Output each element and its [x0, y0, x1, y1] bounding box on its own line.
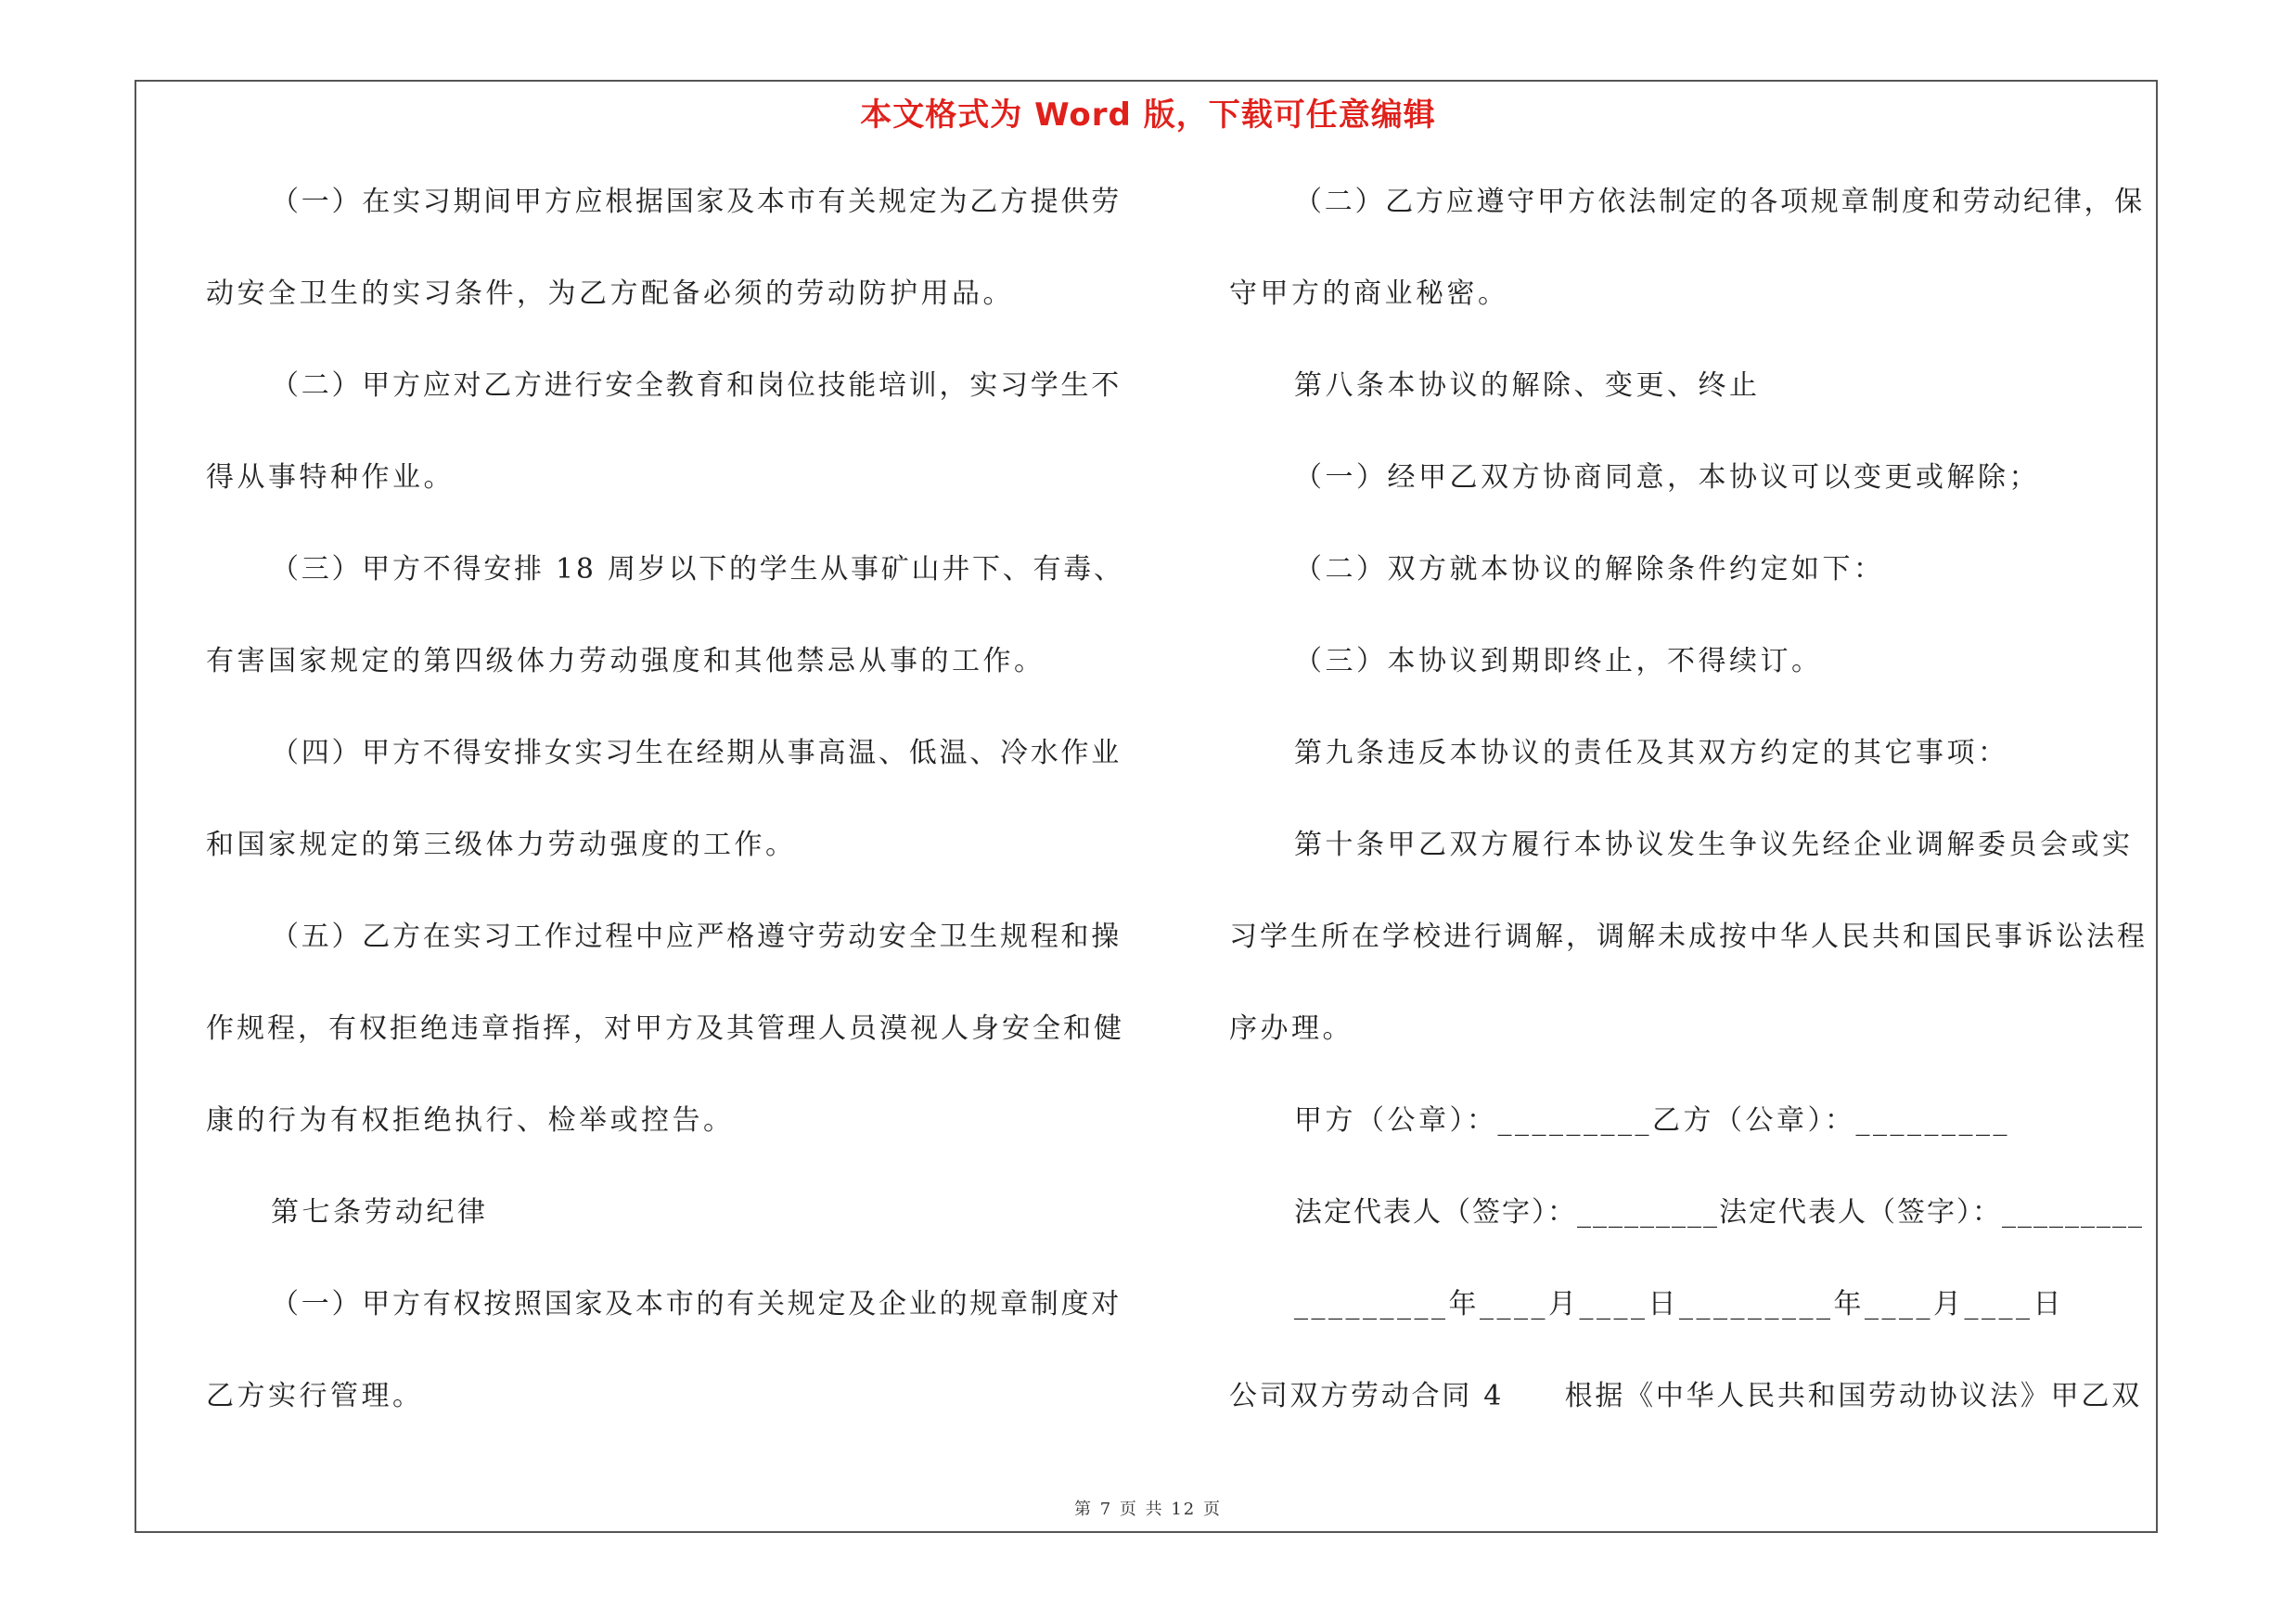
- section-heading: 第八条本协议的解除、变更、终止: [1294, 369, 1761, 402]
- text-line: 守甲方的商业秘密。: [1229, 277, 1509, 310]
- text-line: 康的行为有权拒绝执行、检举或控告。: [206, 1104, 735, 1137]
- text-line: （一）在实习期间甲方应根据国家及本市有关规定为乙方提供劳: [271, 186, 1122, 218]
- text-line: （三）甲方不得安排 18 周岁以下的学生从事矿山井下、有毒、: [271, 553, 1124, 586]
- text-line: （一）甲方有权按照国家及本市的有关规定及企业的规章制度对: [271, 1288, 1122, 1320]
- text-line: 习学生所在学校进行调解，调解未成按中华人民共和国民事诉讼法程: [1229, 921, 2148, 953]
- text-line: 得从事特种作业。: [206, 461, 455, 494]
- date-line: _________年____月____日_________年____月____日: [1294, 1288, 2064, 1320]
- text-line: 序办理。: [1229, 1012, 1353, 1045]
- section-heading: 第七条劳动纪律: [271, 1196, 489, 1229]
- text-line: （五）乙方在实习工作过程中应严格遵守劳动安全卫生规程和操: [271, 921, 1122, 953]
- text-line: 公司双方劳动合同 4 根据《中华人民共和国劳动协议法》甲乙双: [1229, 1380, 2142, 1412]
- text-line: （二）甲方应对乙方进行安全教育和岗位技能培训，实习学生不: [271, 369, 1122, 402]
- page-number: 第 7 页 共 12 页: [1074, 1500, 1222, 1519]
- text-line: （二）双方就本协议的解除条件约定如下：: [1294, 553, 1885, 586]
- format-banner: 本文格式为 Word 版，下载可任意编辑: [860, 97, 1436, 134]
- text-line: 作规程，有权拒绝违章指挥，对甲方及其管理人员漠视人身安全和健: [206, 1012, 1124, 1045]
- section-heading: 第九条违反本协议的责任及其双方约定的其它事项：: [1294, 737, 2009, 769]
- text-line: 乙方实行管理。: [206, 1380, 424, 1412]
- text-line: 和国家规定的第三级体力劳动强度的工作。: [206, 829, 797, 861]
- signature-line: 法定代表人（签字）：_________法定代表人（签字）：_________: [1294, 1196, 2144, 1229]
- text-line: 有害国家规定的第四级体力劳动强度和其他禁忌从事的工作。: [206, 645, 1045, 677]
- text-line: （一）经甲乙双方协商同意，本协议可以变更或解除；: [1294, 461, 2040, 494]
- text-line: （二）乙方应遵守甲方依法制定的各项规章制度和劳动纪律，保: [1294, 186, 2145, 218]
- text-line: （三）本协议到期即终止，不得续订。: [1294, 645, 1823, 677]
- text-line: 动安全卫生的实习条件，为乙方配备必须的劳动防护用品。: [206, 277, 1014, 310]
- section-heading: 第十条甲乙双方履行本协议发生争议先经企业调解委员会或实: [1294, 829, 2134, 861]
- seal-line: 甲方（公章）：_________乙方（公章）：_________: [1294, 1104, 2010, 1137]
- text-line: （四）甲方不得安排女实习生在经期从事高温、低温、冷水作业: [271, 737, 1122, 769]
